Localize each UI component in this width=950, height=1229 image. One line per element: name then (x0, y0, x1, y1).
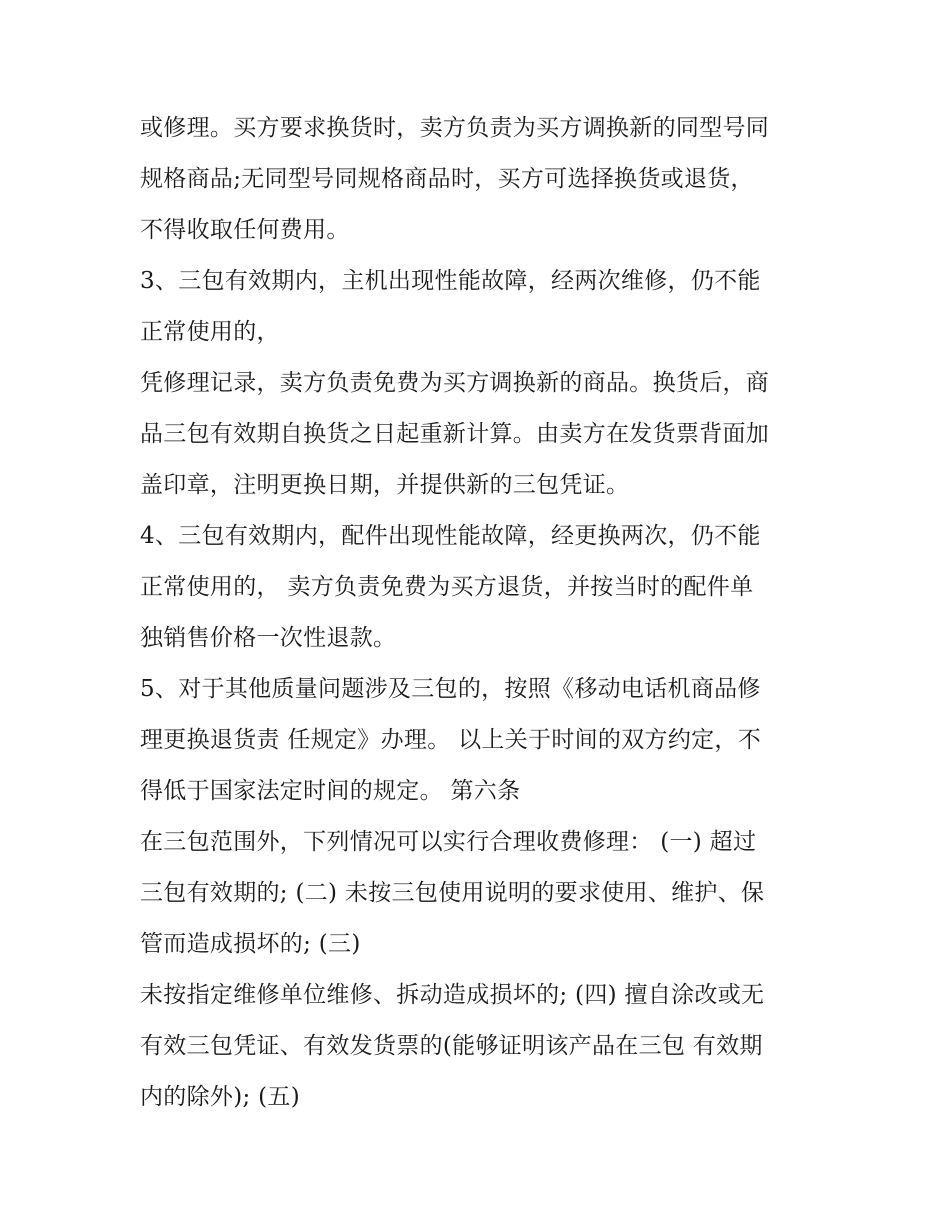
text-line: 有效三包凭证、有效发货票的(能够证明该产品在三包 有效期 (140, 1033, 763, 1059)
text-line: 不得收取任何费用。 (140, 217, 350, 243)
text-line: 在三包范围外，下列情况可以实行合理收费修理： (一) 超过 (140, 829, 757, 855)
text-line: 4、三包有效期内，配件出现性能故障，经更换两次，仍不能 (140, 523, 761, 549)
text-line: 正常使用的， 卖方负责免费为买方退货，并按当时的配件单 (140, 574, 754, 600)
text-line: 3、三包有效期内，主机出现性能故障，经两次维修，仍不能 (140, 268, 761, 294)
text-line: 盖印章，注明更换日期，并提供新的三包凭证。 (140, 472, 630, 498)
text-line: 独销售价格一次性退款。 (140, 625, 397, 651)
text-line: 凭修理记录，卖方负责免费为买方调换新的商品。换货后，商 (140, 370, 770, 396)
text-line: 内的除外); (五) (140, 1084, 300, 1110)
text-line: 品三包有效期自换货之日起重新计算。由卖方在发货票背面加 (140, 421, 770, 447)
text-line: 得低于国家法定时间的规定。 第六条 (140, 778, 521, 804)
document-body (140, 103, 820, 1123)
text-line: 理更换退货责 任规定》办理。 以上关于时间的双方约定，不 (140, 727, 762, 753)
text-line: 三包有效期的; (二) 未按三包使用说明的要求使用、维护、保 (140, 880, 765, 906)
text-line: 规格商品;无同型号同规格商品时，买方可选择换货或退货， (140, 166, 754, 192)
text-line: 管而造成损坏的; (三) (140, 931, 361, 957)
text-line: 未按指定维修单位维修、拆动造成损坏的; (四) 擅自涂改或无 (140, 982, 765, 1008)
text-line: 或修理。买方要求换货时，卖方负责为买方调换新的同型号同 (140, 115, 770, 141)
text-line: 5、对于其他质量问题涉及三包的，按照《移动电话机商品修 (140, 676, 761, 702)
text-line: 正常使用的， (140, 319, 280, 345)
